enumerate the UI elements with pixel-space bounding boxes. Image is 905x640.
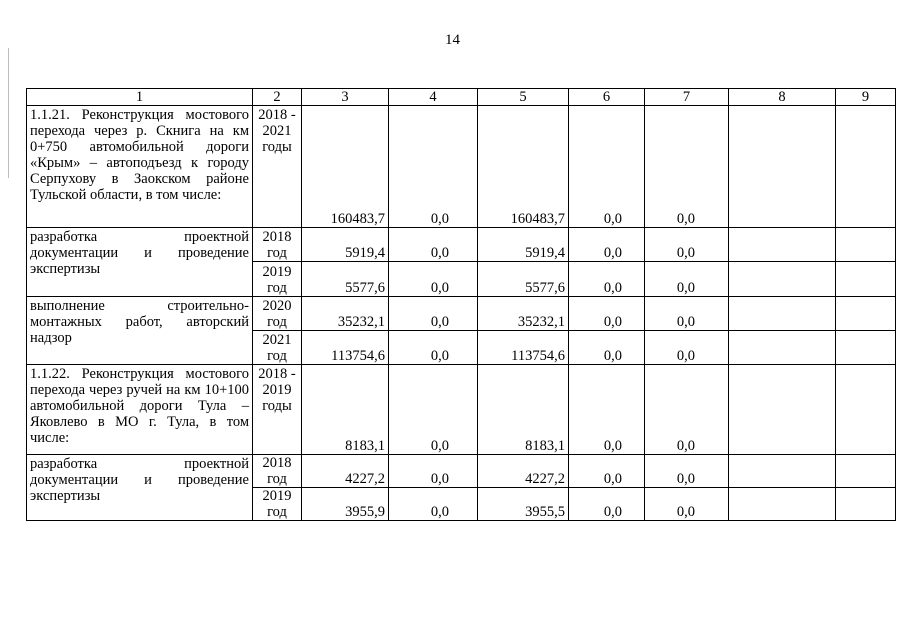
- cell-c9: [836, 331, 896, 365]
- cell-c7: 0,0: [645, 228, 729, 262]
- cell-c6: 0,0: [569, 297, 645, 331]
- row-year: 2020 год: [253, 297, 302, 331]
- cell-c9: [836, 488, 896, 521]
- item-period: 2018 - 2021 годы: [253, 106, 302, 228]
- cell-c8: [729, 297, 836, 331]
- cell-c8: [729, 365, 836, 455]
- cell-c3: 3955,9: [302, 488, 389, 521]
- header-row: [27, 89, 896, 106]
- cell-c3: 8183,1: [302, 365, 389, 455]
- cell-c3: 160483,7: [302, 106, 389, 228]
- table-row: [27, 297, 896, 331]
- row-year: 2019 год: [253, 262, 302, 297]
- cell-c5: 160483,7: [478, 106, 569, 228]
- cell-c6: 0,0: [569, 106, 645, 228]
- cell-c8: [729, 331, 836, 365]
- header-cell-5: 5: [478, 89, 569, 106]
- cell-c6: 0,0: [569, 331, 645, 365]
- cell-c4: 0,0: [389, 365, 478, 455]
- financing-table: [26, 88, 896, 521]
- margin-rule: [8, 48, 9, 178]
- cell-c4: 0,0: [389, 262, 478, 297]
- cell-c3: 35232,1: [302, 297, 389, 331]
- cell-c5: 113754,6: [478, 331, 569, 365]
- cell-c5: 5919,4: [478, 228, 569, 262]
- item-description: 1.1.21. Реконструкция мостового перехода через р. Скнига на км 0+750 автомобильной дороги «Крым» – автоподъезд к городу Серпухову в Заокском районе Тульской области, в том числе:: [27, 106, 253, 228]
- cell-c6: 0,0: [569, 228, 645, 262]
- cell-c8: [729, 488, 836, 521]
- cell-c9: [836, 455, 896, 488]
- cell-c4: 0,0: [389, 488, 478, 521]
- cell-c7: 0,0: [645, 106, 729, 228]
- cell-c4: 0,0: [389, 331, 478, 365]
- subitem-description: разработка проектной документации и проведение экспертизы: [27, 228, 253, 297]
- cell-c8: [729, 106, 836, 228]
- cell-c9: [836, 228, 896, 262]
- cell-c5: 8183,1: [478, 365, 569, 455]
- subitem-description: разработка проектной документации и проведение экспертизы: [27, 455, 253, 521]
- cell-c3: 5919,4: [302, 228, 389, 262]
- table-row: [27, 365, 896, 455]
- header-cell-3: 3: [302, 89, 389, 106]
- cell-c9: [836, 262, 896, 297]
- cell-c8: [729, 228, 836, 262]
- cell-c7: 0,0: [645, 488, 729, 521]
- cell-c9: [836, 297, 896, 331]
- cell-c3: 113754,6: [302, 331, 389, 365]
- header-cell-2: 2: [253, 89, 302, 106]
- table-row: [27, 455, 896, 488]
- cell-c4: 0,0: [389, 106, 478, 228]
- cell-c3: 5577,6: [302, 262, 389, 297]
- cell-c9: [836, 106, 896, 228]
- cell-c3: 4227,2: [302, 455, 389, 488]
- cell-c7: 0,0: [645, 297, 729, 331]
- cell-c4: 0,0: [389, 455, 478, 488]
- cell-c5: 5577,6: [478, 262, 569, 297]
- table-row: [27, 228, 896, 262]
- item-description: 1.1.22. Реконструкция мостового перехода через ручей на км 10+100 автомобильной дороги Тула – Яковлево в МО г. Тула, в том числе:: [27, 365, 253, 455]
- cell-c6: 0,0: [569, 455, 645, 488]
- cell-c6: 0,0: [569, 488, 645, 521]
- cell-c7: 0,0: [645, 365, 729, 455]
- header-cell-7: 7: [645, 89, 729, 106]
- item-period: 2018 - 2019 годы: [253, 365, 302, 455]
- row-year: 2018 год: [253, 228, 302, 262]
- cell-c8: [729, 262, 836, 297]
- cell-c5: 4227,2: [478, 455, 569, 488]
- row-year: 2018 год: [253, 455, 302, 488]
- cell-c8: [729, 455, 836, 488]
- cell-c6: 0,0: [569, 365, 645, 455]
- page-number: 14: [445, 32, 460, 48]
- cell-c7: 0,0: [645, 262, 729, 297]
- cell-c7: 0,0: [645, 455, 729, 488]
- cell-c9: [836, 365, 896, 455]
- row-year: 2019 год: [253, 488, 302, 521]
- subitem-description: выполнение строительно-монтажных работ, авторский надзор: [27, 297, 253, 365]
- row-year: 2021 год: [253, 331, 302, 365]
- cell-c5: 35232,1: [478, 297, 569, 331]
- cell-c5: 3955,5: [478, 488, 569, 521]
- header-cell-9: 9: [836, 89, 896, 106]
- header-cell-1: 1: [27, 89, 253, 106]
- header-cell-4: 4: [389, 89, 478, 106]
- table-row: [27, 106, 896, 228]
- header-cell-8: 8: [729, 89, 836, 106]
- cell-c6: 0,0: [569, 262, 645, 297]
- cell-c7: 0,0: [645, 331, 729, 365]
- header-cell-6: 6: [569, 89, 645, 106]
- cell-c4: 0,0: [389, 228, 478, 262]
- cell-c4: 0,0: [389, 297, 478, 331]
